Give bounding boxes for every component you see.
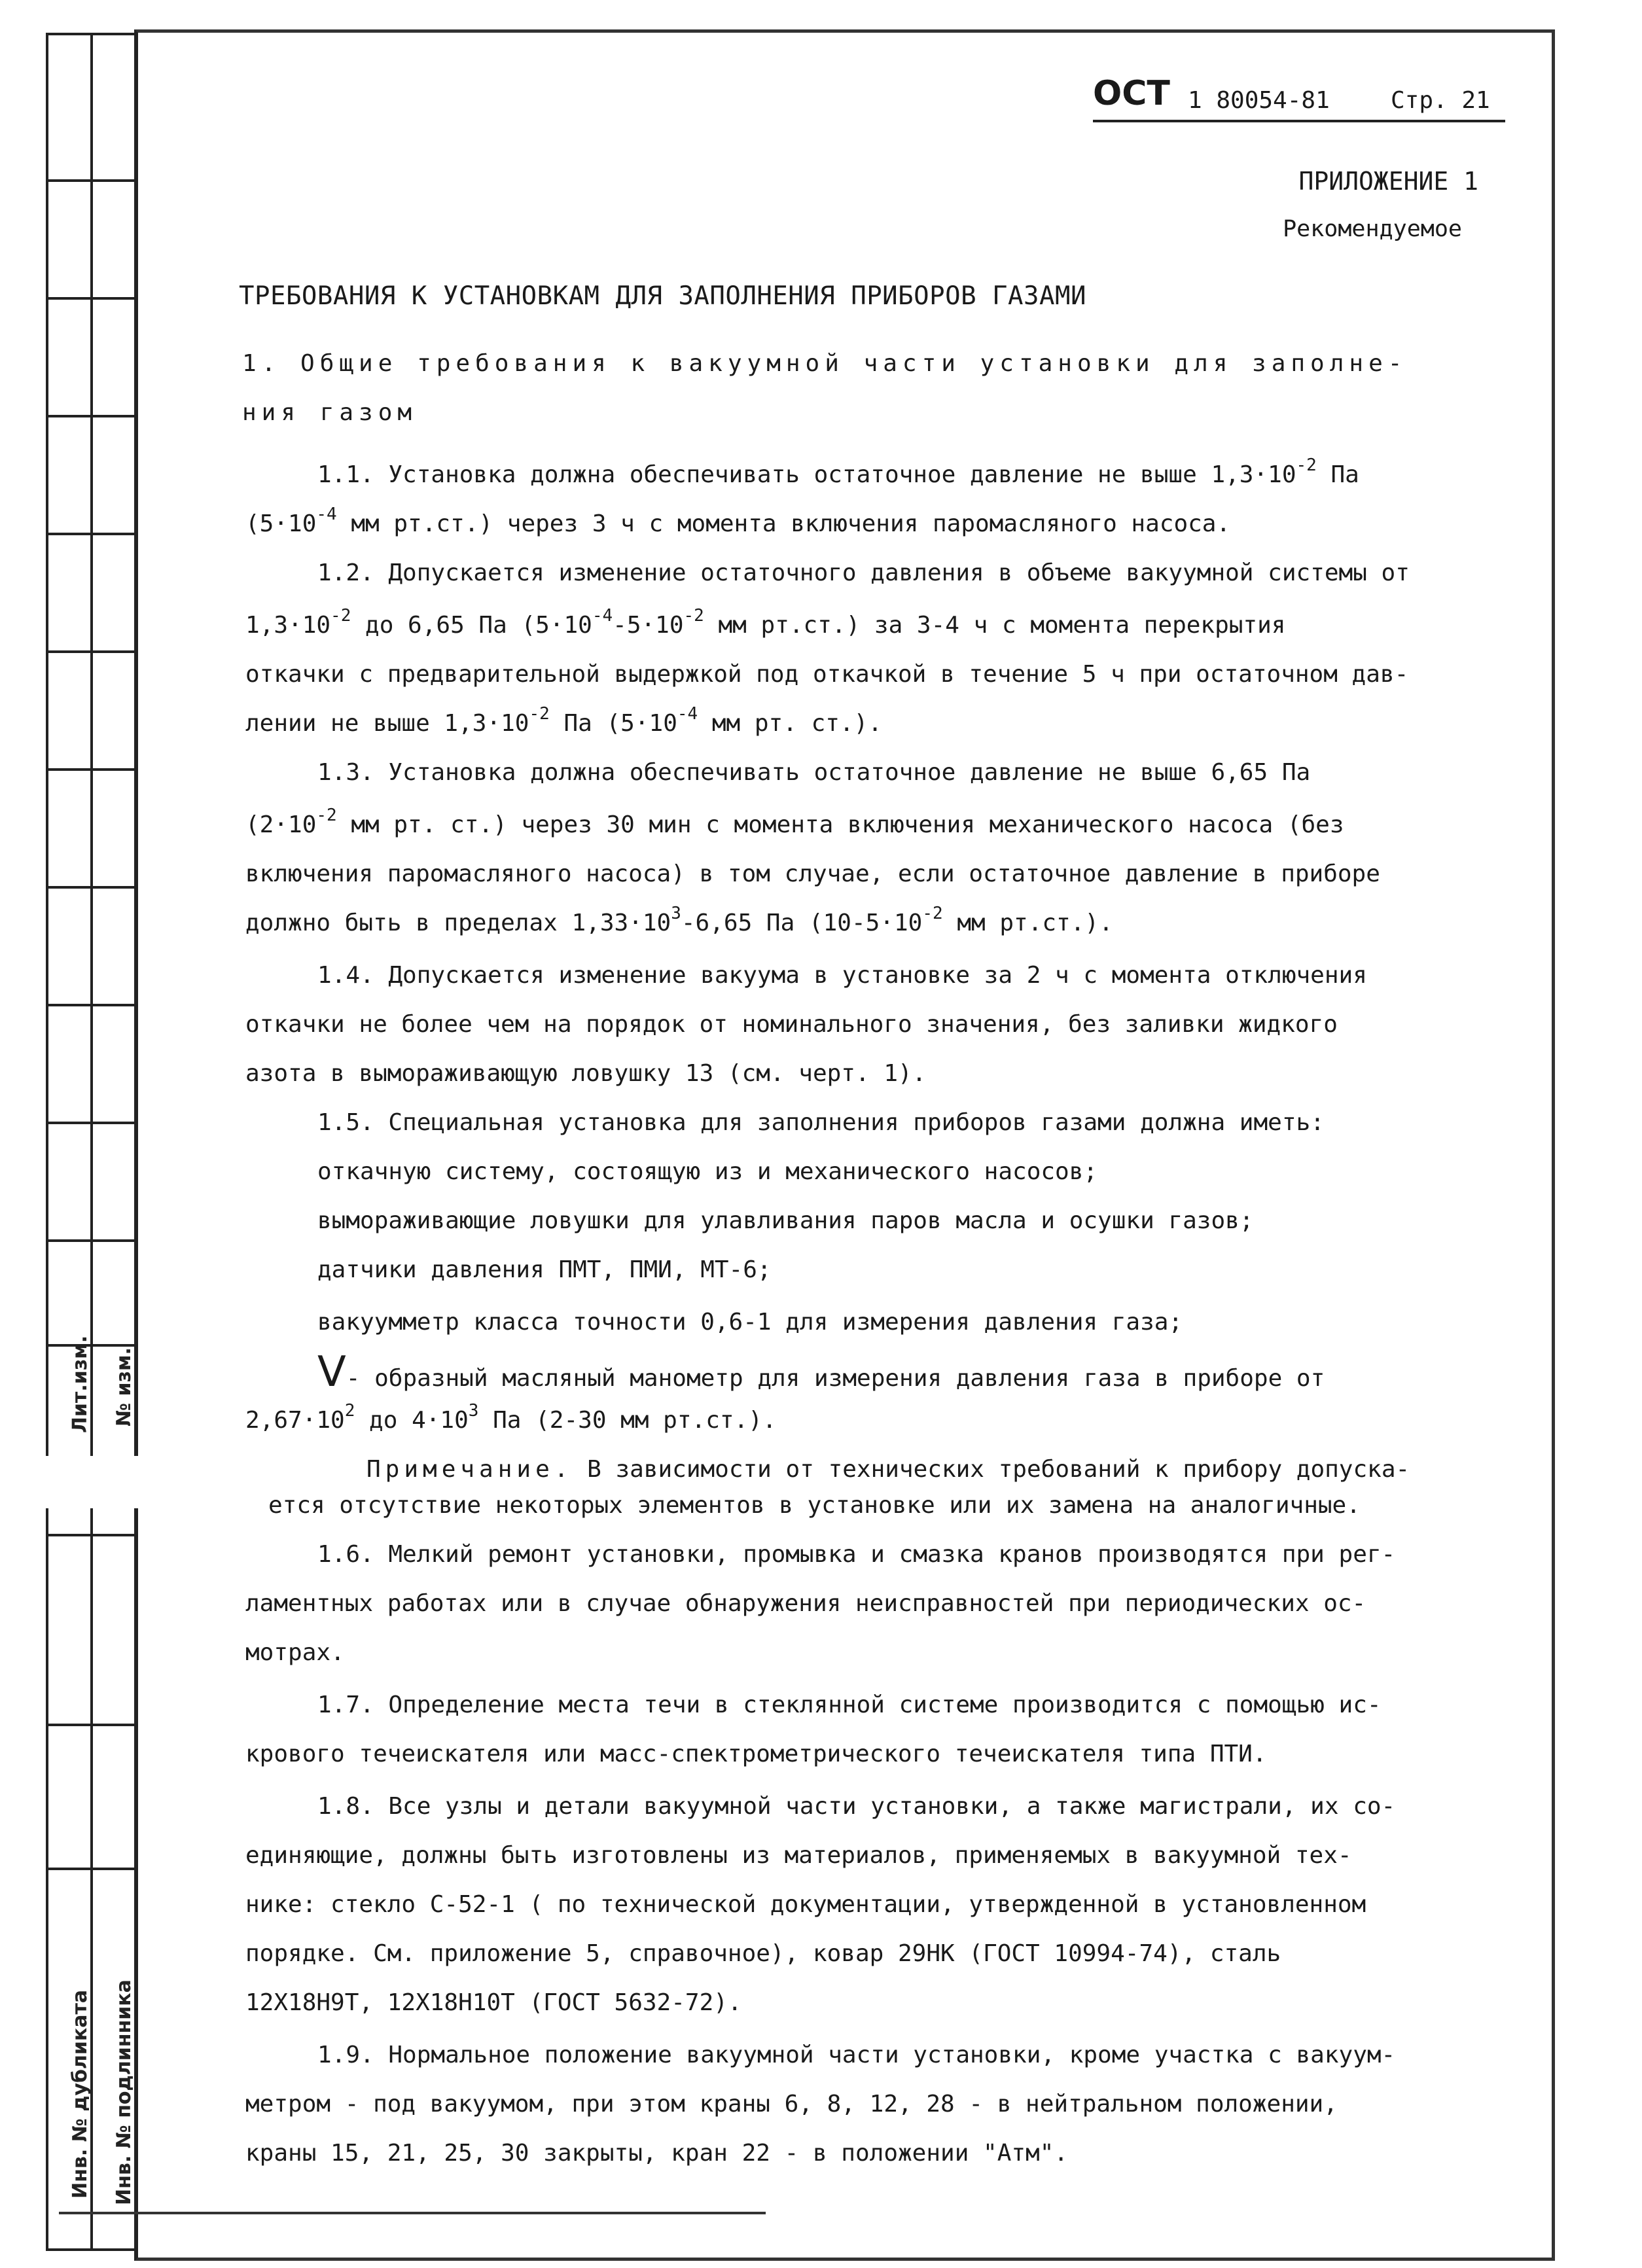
note-line: Примечание. В зависимости от технических требований к прибору допуска-: [366, 1456, 1410, 1483]
paragraph-1-4-line: откачки не более чем на порядок от номинального значения, без заливки жидкого: [245, 1011, 1338, 1038]
paragraph-1-3-line: 1.3. Установка должна обеспечивать остаточное давление не выше 6,65 Па: [317, 759, 1311, 786]
note-label: Примечание.: [366, 1456, 573, 1483]
paragraph-1-2-line: лении не выше $1,3\cdot 10^{-2}$ Па ($5\cdot 10^{-4}$ мм рт. ст.).: [245, 704, 882, 737]
section-heading-cont: ния газом: [242, 399, 418, 426]
paragraph-1-6-line: 1.6. Мелкий ремонт установки, промывка и смазка кранов производятся при рег-: [317, 1541, 1396, 1568]
margin-cell-line: [48, 1724, 135, 1726]
margin-cell-line: [48, 886, 135, 889]
margin-cell-line: [48, 1122, 135, 1124]
header-rule: [1093, 120, 1505, 122]
paragraph-1-5-line: датчики давления ПМТ, ПМИ, МТ-6;: [317, 1256, 772, 1283]
margin-label-inv-podl: Инв. № подлинника: [113, 1979, 135, 2205]
paragraph-1-1-line: ($5\cdot 10^{-4}$ мм рт.ст.) через 3 ч с момента включения паромасляного насоса.: [245, 505, 1231, 537]
paragraph-1-9-line: 1.9. Нормальное положение вакуумной части установки, кроме участка с вакуум-: [317, 2042, 1396, 2068]
margin-label-inv-dubl: Инв. № дубликата: [69, 1989, 92, 2199]
margin-cell-line: [48, 768, 135, 771]
section-heading: 1. Общие требования к вакуумной части установки для заполне-: [242, 350, 1408, 377]
document-header: [1073, 69, 1518, 121]
paragraph-1-5-line: вакуумметр класса точности 0,6-1 для измерения давления газа;: [317, 1309, 1183, 1336]
margin-label-n-izm: № изм.: [113, 1347, 135, 1426]
paragraph-1-5-line: V- образный масляный манометр для измерения давления газа в приборе от: [317, 1348, 1325, 1396]
paragraph-1-8-line: нике: стекло С-52-1 ( по технической документации, утвержденной в установленном: [245, 1891, 1366, 1918]
margin-cell-line: [48, 1344, 135, 1347]
margin-stamp-strip: [46, 33, 137, 2251]
margin-gap: [43, 1456, 141, 1508]
page-title: ТРЕБОВАНИЯ К УСТАНОВКАМ ДЛЯ ЗАПОЛНЕНИЯ ПРИБОРОВ ГАЗАМИ: [239, 281, 1086, 311]
margin-label-lit-izm: Лит.изм.: [69, 1335, 92, 1433]
margin-cell-line: [48, 1534, 135, 1536]
paragraph-1-8-line: порядке. См. приложение 5, справочное), ковар 29НК (ГОСТ 10994-74), сталь: [245, 1940, 1281, 1967]
paragraph-1-4-line: азота в вымораживающую ловушку 13 (см. черт. 1).: [245, 1060, 927, 1087]
margin-cell-line: [48, 533, 135, 535]
paragraph-1-5-line: вымораживающие ловушки для улавливания паров масла и осушки газов;: [317, 1207, 1254, 1234]
margin-cell-line: [48, 650, 135, 653]
paragraph-1-5-line: 1.5. Специальная установка для заполнения приборов газами должна иметь:: [317, 1109, 1325, 1136]
paragraph-1-7-line: 1.7. Определение места течи в стеклянной системе производится с помощью ис-: [317, 1692, 1382, 1718]
paragraph-1-1-line: 1.1. Установка должна обеспечивать остаточное давление не выше $1,3\cdot 10^{-2}$ Па: [317, 455, 1359, 488]
margin-cell-line: [48, 1239, 135, 1242]
note-line: ется отсутствие некоторых элементов в установке или их замена на аналогичные.: [268, 1492, 1361, 1519]
paragraph-1-6-line: ламентных работах или в случае обнаружения неисправностей при периодических ос-: [245, 1590, 1366, 1617]
v-symbol: V: [317, 1348, 346, 1396]
standard-number: 1 80054-81: [1188, 87, 1330, 114]
paragraph-1-2-line: откачки с предварительной выдержкой под откачкой в течение 5 ч при остаточном дав-: [245, 661, 1409, 688]
page-number: Стр. 21: [1391, 87, 1490, 114]
paragraph-1-3-line: должно быть в пределах $1,33\cdot 10^3-6,65$ Па ($10-5\cdot 10^{-2}$ мм рт.ст.).: [245, 904, 1113, 936]
paragraph-1-5-line: откачную систему, состоящую из и механического насосов;: [317, 1158, 1098, 1185]
appendix-title: ПРИЛОЖЕНИЕ 1: [1298, 167, 1478, 196]
paragraph-1-9-line: метром - под вакуумом, при этом краны 6, 8, 12, 28 - в нейтральном положении,: [245, 2091, 1338, 2117]
paragraph-1-3-line: включения паромасляного насоса) в том случае, если остаточное давление в приборе: [245, 860, 1380, 887]
appendix-status: Рекомендуемое: [1283, 216, 1462, 242]
paragraph-1-8-line: единяющие, должны быть изготовлены из материалов, применяемых в вакуумной тех-: [245, 1842, 1352, 1869]
margin-cell-line: [48, 1868, 135, 1870]
margin-cell-line: [48, 415, 135, 417]
paragraph-1-4-line: 1.4. Допускается изменение вакуума в установке за 2 ч с момента отключения: [317, 962, 1367, 989]
margin-cell-line: [48, 297, 135, 300]
paragraph-1-7-line: крового течеискателя или масс-спектрометрического течеискателя типа ПТИ.: [245, 1741, 1267, 1767]
paragraph-1-8-line: 12Х18Н9Т, 12Х18Н10Т (ГОСТ 5632-72).: [245, 1989, 742, 2016]
paragraph-1-9-line: краны 15, 21, 25, 30 закрыты, кран 22 - в положении "Атм".: [245, 2140, 1069, 2167]
paragraph-1-3-line: ($2\cdot 10^{-2}$ мм рт. ст.) через 30 мин с момента включения механического насоса (без: [245, 806, 1344, 838]
paragraph-1-2-line: 1.2. Допускается изменение остаточного давления в объеме вакуумной системы от: [317, 559, 1410, 586]
margin-divider: [90, 35, 93, 2248]
margin-cell-line: [48, 1004, 135, 1006]
bottom-rule: [59, 2212, 766, 2214]
margin-cell-line: [48, 179, 135, 182]
paragraph-1-8-line: 1.8. Все узлы и детали вакуумной части установки, а также магистрали, их со-: [317, 1793, 1396, 1820]
paragraph-1-2-line: $1,3\cdot 10^{-2}$ до 6,65 Па ($5\cdot 10^{-4}-5\cdot 10^{-2}$ мм рт.ст.) за 3-4 ч с момента перекрытия: [245, 606, 1286, 639]
ost-mark: ОСТ: [1093, 74, 1170, 113]
paragraph-1-5-line: $2,67\cdot 10^2$ до $4\cdot 10^3$ Па (2-30 мм рт.ст.).: [245, 1401, 777, 1434]
paragraph-1-6-line: мотрах.: [245, 1639, 345, 1666]
